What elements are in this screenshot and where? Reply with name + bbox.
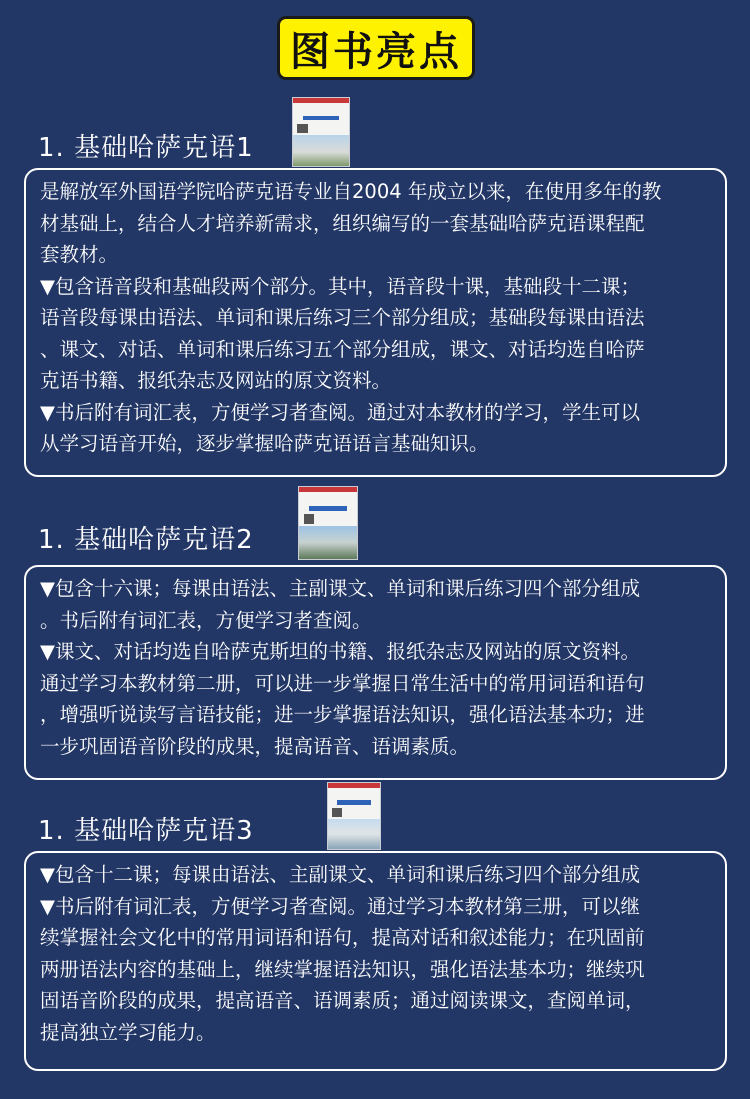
section-2-line: 通过学习本教材第二册，可以进一步掌握日常生活中的常用词语和语句 [40, 671, 645, 695]
section-3-line: 固语音阶段的成果，提高语音、语调素质；通过阅读课文，查阅单词， [40, 989, 645, 1012]
section-2-line: ，增强听说读写言语技能；进一步掌握语法知识，强化语法基本功；进 [40, 703, 645, 726]
section-3-line: ▼包含十二课；每课由语法、主副课文、单词和课后练习四个部分组成 [40, 863, 640, 886]
book-cover-3-icon [327, 782, 381, 850]
section-2-line: ▼课文、对话均选自哈萨克斯坦的书籍、报纸杂志及网站的原文资料。 [40, 640, 640, 663]
section-2-line: 。书后附有词汇表，方便学习者查阅。 [40, 608, 372, 632]
section-3-heading: 1. 基础哈萨克语3 [38, 816, 254, 846]
section-1-heading: 1. 基础哈萨克语1 [38, 133, 254, 163]
section-3-panel [24, 851, 727, 1071]
section-1-line: 语音段每课由语法、单词和课后练习三个部分组成；基础段每课由语法 [40, 306, 645, 329]
book-cover-2-icon [298, 486, 358, 560]
section-3-line: 两册语法内容的基础上，继续掌握语法知识，强化语法基本功；继续巩 [40, 957, 645, 981]
section-1-line: 、课文、对话、单词和课后练习五个部分组成，课文、对话均选自哈萨 [40, 337, 645, 361]
section-2-panel [24, 565, 727, 780]
section-1-line: 克语书籍、报纸杂志及网站的原文资料。 [40, 369, 392, 392]
section-1-panel [24, 168, 727, 477]
section-1-line: ▼包含语音段和基础段两个部分。其中，语音段十课，基础段十二课； [40, 274, 640, 298]
section-2-line: 一步巩固语音阶段的成果，提高语音、语调素质。 [40, 734, 470, 758]
section-3-line: ▼书后附有词汇表，方便学习者查阅。通过学习本教材第三册，可以继 [40, 894, 640, 918]
section-2-line: ▼包含十六课；每课由语法、主副课文、单词和课后练习四个部分组成 [40, 577, 640, 600]
section-1-line: 是解放军外国语学院哈萨克语专业自2004 年成立以来，在使用多年的教 [40, 180, 662, 203]
section-1-line: 套教材。 [40, 243, 119, 266]
section-3-line: 续掌握社会文化中的常用词语和语句，提高对话和叙述能力；在巩固前 [40, 926, 645, 949]
section-1-line: ▼书后附有词汇表，方便学习者查阅。通过对本教材的学习，学生可以 [40, 400, 640, 424]
section-1-line: 从学习语音开始，逐步掌握哈萨克语语言基础知识。 [40, 432, 489, 455]
book-cover-1-icon [292, 97, 350, 167]
section-3-line: 提高独立学习能力。 [40, 1020, 216, 1044]
banner-title: 图书亮点 [277, 16, 475, 80]
section-2-heading: 1. 基础哈萨克语2 [38, 525, 254, 555]
section-1-line: 材基础上，结合人才培养新需求，组织编写的一套基础哈萨克语课程配 [40, 211, 645, 235]
